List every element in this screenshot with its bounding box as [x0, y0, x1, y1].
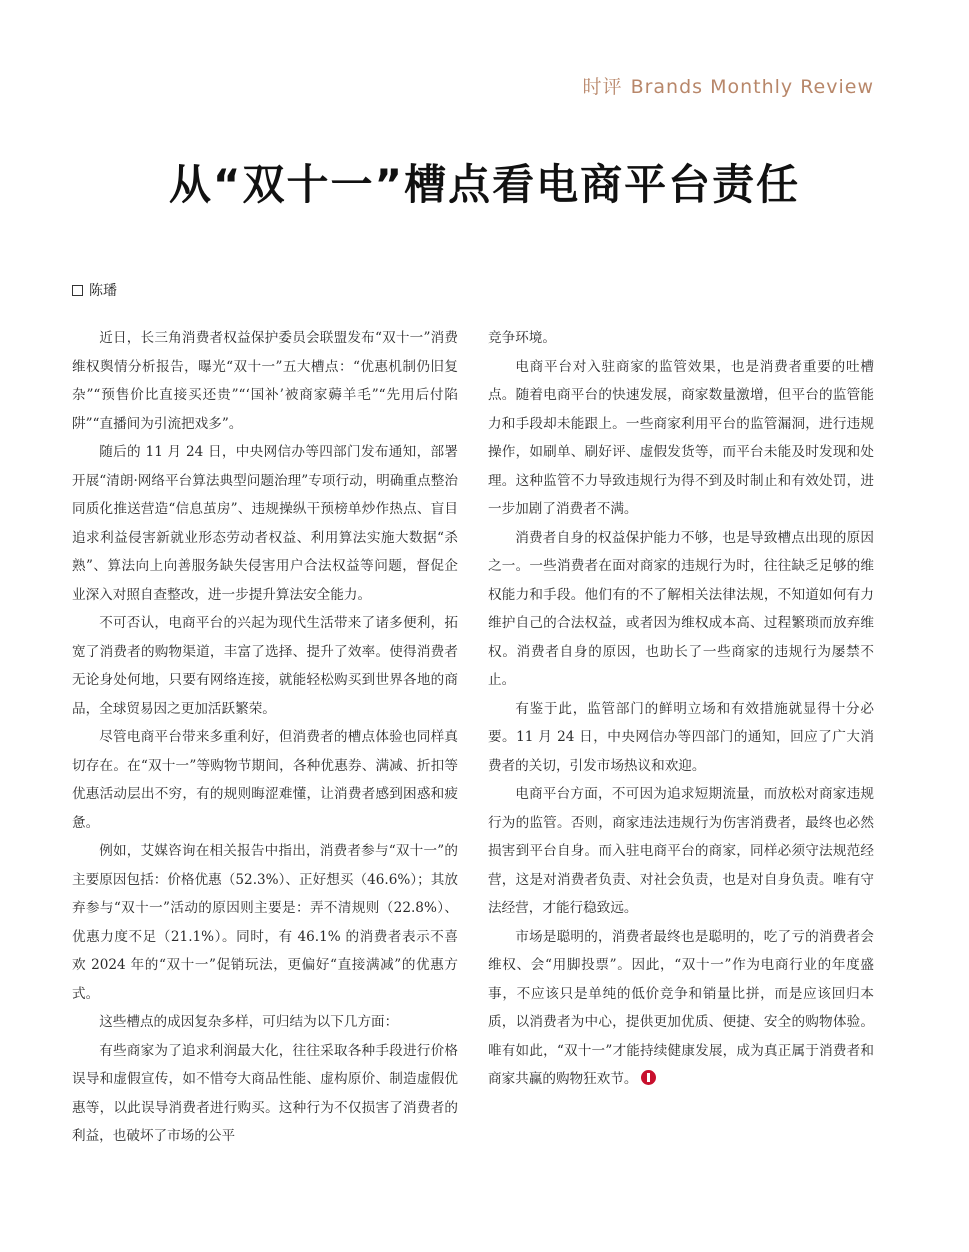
paragraph: 近日，长三角消费者权益保护委员会联盟发布“双十一”消费维权舆情分析报告，曝光“双十一”五大槽点：“优惠机制仍旧复杂”“预售价比直接买还贵”“‘国补’被商家薅羊毛”“先用后付陷阱”“直播间为引流把戏多”。: [72, 330, 458, 432]
magazine-brand: Brands Monthly Review: [630, 76, 874, 98]
paragraph: 例如，艾媒咨询在相关报告中指出，消费者参与“双十一”的主要原因包括：价格优惠（52.3%）、正好想买（46.6%）；其放弃参与“双十一”活动的原因则主要是：弄不清规则（22.8%）、优惠力度不足（21.1%）。同时，有 46.1% 的消费者表示不喜欢 2024 年的“双十一”促销玩法，更偏好“直接满减”的优惠方式。: [72, 843, 458, 1002]
paragraph: 消费者自身的权益保护能力不够，也是导致槽点出现的原因之一。一些消费者在面对商家的违规行为时，往往缺乏足够的维权能力和手段。他们有的不了解相关法律法规，不知道如何有力维护自己的合法权益，或者因为维权成本高、过程繁琐而放弃维权。消费者自身的原因，也助长了一些商家的违规行为屡禁不止。: [488, 529, 874, 688]
author-name: 陈璠: [89, 283, 117, 299]
paragraph: 有鉴于此，监管部门的鲜明立场和有效措施就显得十分必要。11 月 24 日，中央网信办等四部门的通知，回应了广大消费者的关切，引发市场热议和欢迎。: [488, 700, 874, 774]
left-column: [72, 324, 458, 1151]
paragraph: 随后的 11 月 24 日，中央网信办等四部门发布通知，部署开展“清朗·网络平台算法典型问题治理”专项行动，明确重点整治同质化推送营造“信息茧房”、违规操纵干预榜单炒作热点、盲目追求利益侵害新就业形态劳动者权益、利用算法实施大数据“杀熟”、算法向上向善服务缺失侵害用户合法权益等问题，督促企业深入对照自查整改，进一步提升算法安全能力。: [72, 444, 458, 603]
paragraph: 不可否认，电商平台的兴起为现代生活带来了诸多便利，拓宽了消费者的购物渠道，丰富了选择、提升了效率。使得消费者无论身处何地，只要有网络连接，就能轻松购买到世界各地的商品，全球贸易因之更加活跃繁荣。: [72, 615, 458, 717]
author-line: [72, 280, 117, 300]
author-box-icon: [72, 285, 83, 296]
article-title: 从“双十一”槽点看电商平台责任: [168, 160, 801, 209]
end-mark-icon: [641, 1070, 656, 1085]
paragraph: 电商平台对入驻商家的监管效果，也是消费者重要的吐槽点。随着电商平台的快速发展，商家数量激增，但平台的监管能力和手段却未能跟上。一些商家利用平台的监管漏洞，进行违规操作，如刷单、刷好评、虚假发货等，而平台未能及时发现和处理。这种监管不力导致违规行为得不到及时制止和有效处罚，进一步加剧了消费者不满。: [488, 358, 874, 517]
paragraph: 尽管电商平台带来多重利好，但消费者的槽点体验也同样真切存在。在“双十一”等购物节期间，各种优惠券、满减、折扣等优惠活动层出不穷，有的规则晦涩难懂，让消费者感到困惑和疲惫。: [72, 729, 458, 831]
right-column: [488, 324, 874, 1094]
paragraph-final-text: 市场是聪明的，消费者最终也是聪明的，吃了亏的消费者会维权、会“用脚投票”。因此，“双十一”作为电商行业的年度盛事，不应该只是单纯的低价竞争和销量比拼，而是应该回归本质，以消费者为中心，提供更加优质、便捷、安全的购物体验。唯有如此，“双十一”才能持续健康发展，成为真正属于消费者和商家共赢的购物狂欢节。: [488, 928, 874, 1087]
paragraph: 有些商家为了追求利润最大化，往往采取各种手段进行价格误导和虚假宣传，如不惜夸大商品性能、虚构原价、制造虚假优惠等，以此误导消费者进行购买。这种行为不仅损害了消费者的利益，也破坏了市场的公平: [72, 1042, 458, 1144]
paragraph: 电商平台方面，不可因为追求短期流量，而放松对商家违规行为的监管。否则，商家违法违规行为伤害消费者，最终也必然损害到平台自身。而入驻电商平台的商家，同样必须守法规范经营，这是对消费者负责、对社会负责，也是对自身负责。唯有守法经营，才能行稳致远。: [488, 786, 874, 916]
paragraph-final: [488, 923, 874, 1094]
paragraph: 这些槽点的成因复杂多样，可归结为以下几方面：: [99, 1014, 399, 1030]
paragraph-continuation: 竞争环境。: [488, 330, 556, 346]
section-header: [583, 72, 874, 99]
section-label: 时评: [582, 76, 623, 98]
